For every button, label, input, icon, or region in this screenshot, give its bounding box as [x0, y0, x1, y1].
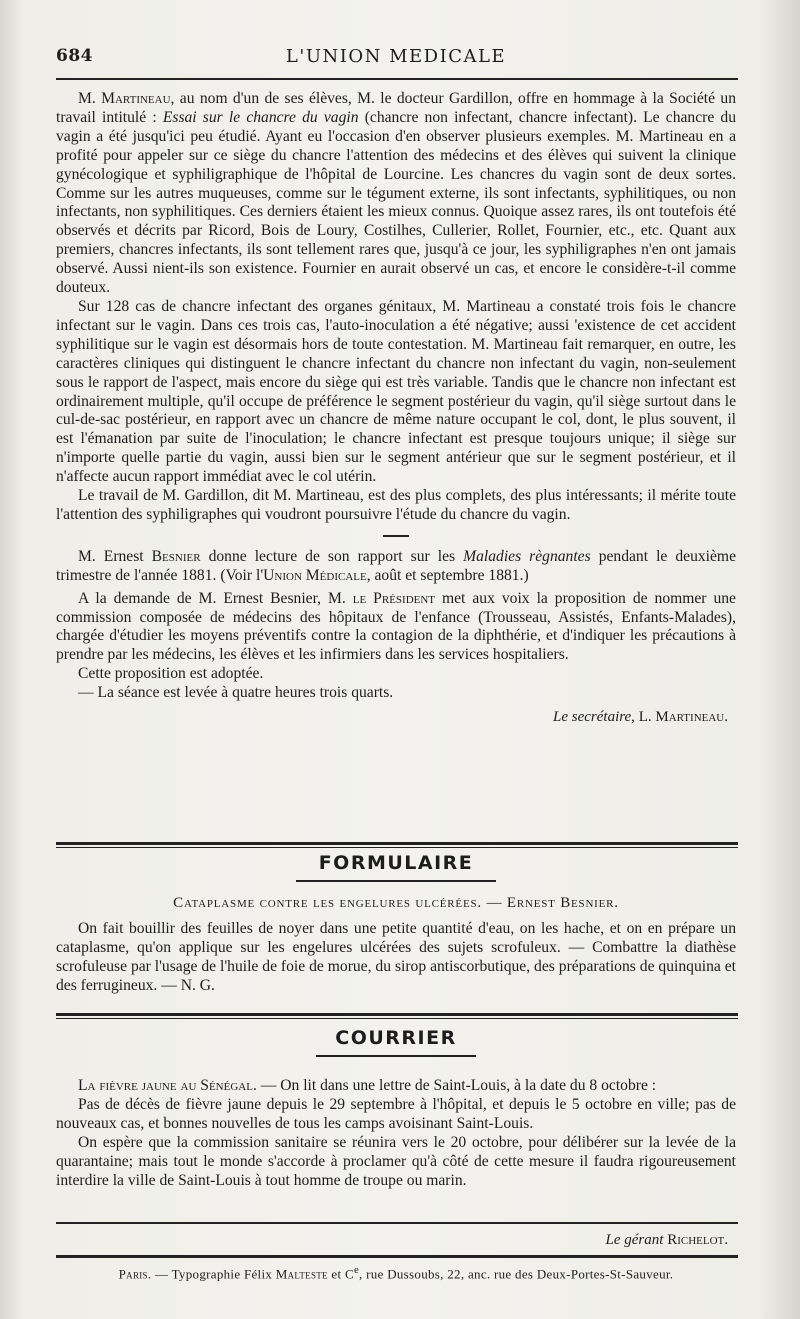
work-title: Essai sur le chancre du vagin [162, 108, 359, 126]
running-header [56, 46, 736, 72]
paragraph-cases: Sur 128 cas de chancre infectant des organes génitaux, M. Martineau a constaté trois fois le chancre infectant sur le vagin. Dans ces trois cas, l'auto-inoculation a été négative; aussi 'existence de cet accident syphilitique sur le vagin est désormais hors de toute contestation. M. Martineau fait remarquer, en outre, les caractères cliniques qui distinguent le chancre infectant du chancre non infectant du vagin, non-seulement sous le rapport de l'aspect, mais encore du siège qui est très variable. Tandis que le chancre non infectant est ordinairement multiple, qu'il occupe de préférence le segment postérieur du vagin, qu'il siège surtout dans le cul-de-sac postérieur, en rapport avec un chancre de même nature occupant le col, dont, le plus souvent, il est l'émanation par suite de l'inoculation; le chancre infectant est presque toujours unique; il siège sur n'importe quelle partie du vagin, aussi bien sur le segment antérieur que sur le segment postérieur, et il n'affecte aucun rapport immédiat avec le col utérin. [56, 297, 736, 486]
courrier-lead: La fièvre jaune au Sénégal. — On lit dans une lettre de Saint-Louis, à la date du 8 octobre : [78, 1077, 657, 1094]
header-rule [56, 78, 738, 80]
separator-dash [383, 535, 409, 537]
gerant-signature: Le gérant Richelot. [605, 1232, 728, 1248]
paragraph-adopted: Cette proposition est adoptée. [78, 665, 264, 683]
courrier-heading-underline [316, 1055, 476, 1057]
formulaire-section [56, 852, 736, 996]
speaker-name: M. Martineau, [78, 90, 175, 107]
formulaire-heading: FORMULAIRE [318, 852, 474, 874]
imprint [56, 1264, 736, 1282]
society-minutes [56, 90, 736, 726]
section-rule-top-thin [56, 847, 738, 848]
journal-title: L'UNION MEDICALE [285, 46, 507, 67]
paragraph-commission: A la demande de M. Ernest Besnier, M. le Président met aux voix la proposition de nommer une commission composée de médecins des hôpitaux de l'enfance (Trousseau, Assistés, Enfants-Malades), chargée d'étudier les moyens préventifs contre la contagion de la diphthérie, et d'indiquer les précautions à prendre par les médecins, les élèves et les infirmiers dans les services hospitaliers. [56, 589, 736, 664]
imprint-rule [56, 1255, 738, 1258]
gerant-line [56, 1232, 736, 1249]
courrier-rule-top-thin [56, 1018, 738, 1019]
paragraph-closing: — La séance est levée à quatre heures trois quarts. [78, 684, 394, 702]
paragraph-martineau: M. Martineau, au nom d'un de ses élèves, M. le docteur Gardillon, offre en hommage à la Société un travail intitulé : Essai sur le chancre du vagin (chancre non infectant, chancre infectant). Le chancre du vagin a été jusqu'ici peu étudié. Ayant eu l'occasion d'en observer plusieurs exemples. M. Martineau en a profité pour appeler sur ce siège du chancre l'attention des médecins et des élèves qui suivent la clinique gynécologique et syphiligraphique de l'hôpital de Lourcine. Les chancres du vagin sont de deux sortes. Comme sur les autres muqueuses, comme sur le tégument externe, ils sont infectants, syphilitiques, ou non infectants, non syphilitiques. Ces derniers étaient les mieux connus. Quoique assez rares, ils ont toutefois été observés et décrits par Ricord, Bois de Loury, Costilhes, Cullerier, Rollet, Fournier, etc., etc. Quant aux premiers, chancres infectants, ils sont tellement rares que, jusqu'à ce jour, les syphiligraphes n'en ont jamais observé. Aussi nient-ils son existence. Fournier en aurait observé un cas, et encore le considère-t-il comme douteux. [56, 90, 736, 297]
paragraph-gardillon: Le travail de M. Gardillon, dit M. Martineau, est des plus complets, des plus intéressants; il mérite toute l'attention des syphiligraphes qui voudront poursuivre l'étude du chancre du vagin. [56, 487, 736, 523]
page-number: 684 [56, 46, 93, 66]
courrier-paragraph-1: Pas de décès de fièvre jaune depuis le 29 septembre à l'hôpital, et depuis le 5 octobre en ville; pas de nouveaux cas, et bonnes nouvelles de tous les camps avoisinant Saint-Louis. [56, 1095, 736, 1132]
section-rule-top [56, 842, 738, 845]
formulaire-subtitle: Cataplasme contre les engelures ulcérées. — Ernest Besnier. [173, 895, 619, 911]
courrier-rule-top [56, 1013, 738, 1016]
paragraph-besnier: M. Ernest Besnier donne lecture de son rapport sur les Maladies règnantes pendant le deuxième trimestre de l'année 1881. (Voir l'Union Médicale, août et septembre 1881.) [56, 547, 736, 584]
secretary-signature: Le secrétaire, L. Martineau. [553, 709, 728, 726]
courrier-heading: COURRIER [335, 1027, 457, 1049]
printer-line: Paris. — Typographie Félix Malteste et Ce, rue Dussoubs, 22, anc. rue des Deux-Portes-St-Sauveur. [118, 1264, 674, 1282]
courrier-paragraph-2: On espère que la commission sanitaire se réunira vers le 20 octobre, pour délibérer sur la levée de la quarantaine; mais tout le monde s'accorde à proclamer qu'à côté de cette mesure il faudra rigoureusement interdire la ville de Saint-Louis à tout homme de troupe ou marin. [56, 1133, 736, 1189]
courrier-section [56, 1027, 736, 1190]
formulaire-heading-underline [296, 880, 496, 882]
footer-rule [56, 1222, 738, 1224]
formulaire-text: On fait bouillir des feuilles de noyer dans une petite quantité d'eau, on les hache, et on en prépare un cataplasme, qu'on applique sur les engelures ulcérées des sujets scrofuleux. — Combattre la diathèse scrofuleuse par l'usage de l'huile de foie de morue, du sirop antiscorbutique, des préparations de quinquina et des ferrugineux. — N. G. [56, 920, 736, 994]
